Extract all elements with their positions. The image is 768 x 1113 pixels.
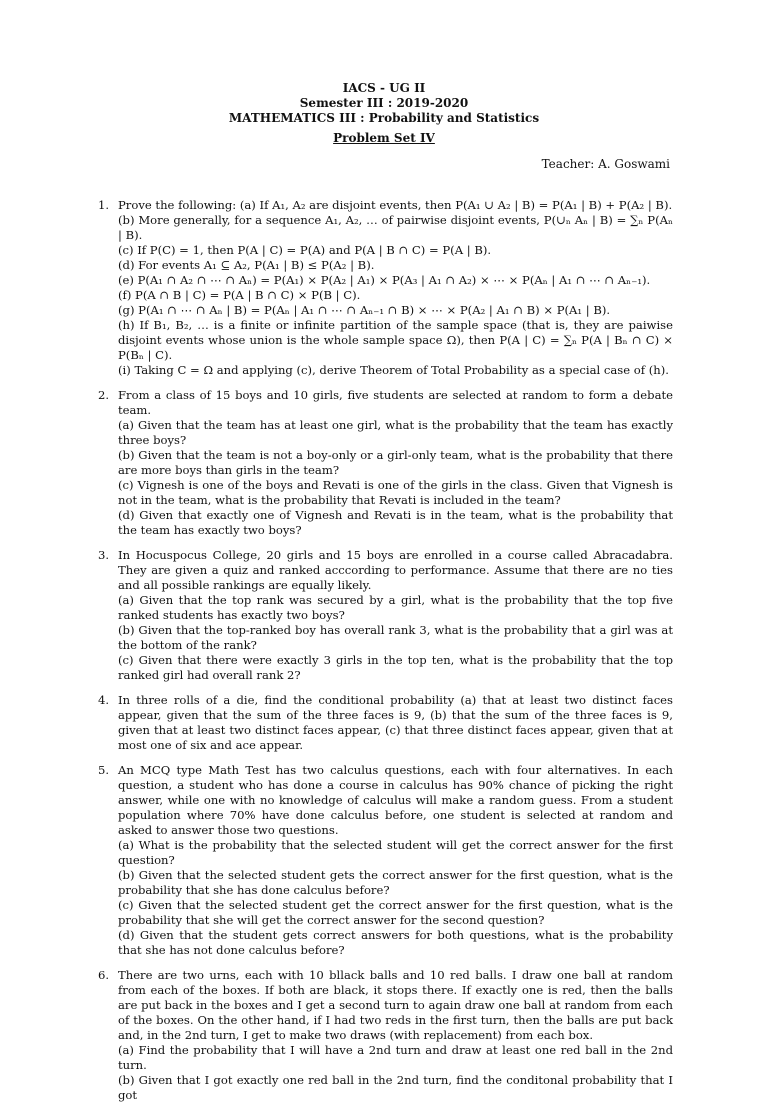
- problem-line: (a) What is the probability that the selected student will get the correct answer for the first question?: [118, 838, 673, 867]
- problem-line: (i) Taking C = Ω and applying (c), derive Theorem of Total Probability as a special case of (h).: [118, 363, 669, 377]
- problem-line: There are two urns, each with 10 bllack balls and 10 red balls. I draw one ball at random from each of the boxes. If both are black, it stops there. If exactly one is red, then the balls are put back in the boxes and I get a second turn to again draw one ball at random from each of the boxes. On the other hand, if I had two reds in the first turn, then the balls are put back and, in the 2nd turn, I get to make two draws (with replacement) from each box.: [118, 968, 673, 1042]
- problem-set-heading: [0, 131, 768, 145]
- problem-item: [98, 693, 673, 753]
- problem-line: (b) Given that I got exactly one red ball in the 2nd turn, find the conditonal probability that I got: [118, 1073, 673, 1102]
- problem-item: [98, 198, 673, 378]
- problem-line: (c) Vignesh is one of the boys and Revati is one of the girls in the class. Given that Vignesh is not in the team, what is the probability that Revati is included in the team?: [118, 478, 673, 507]
- problem-item: [98, 763, 673, 958]
- problem-list: [98, 198, 673, 1113]
- subject-title: MATHEMATICS III : Probability and Statistics: [228, 111, 540, 125]
- semester-title: Semester III : 2019-2020: [299, 96, 469, 110]
- problem-line: (h) If B₁, B₂, … is a finite or infinite partition of the sample space (that is, they are paiwise disjoint events whose union is the whole sample space Ω), then P(A | C) = ∑ₙ P(A | Bₙ ∩ C) × P(Bₙ | C).: [118, 318, 673, 362]
- problem-line: An MCQ type Math Test has two calculus questions, each with four alternatives. In each question, a student who has done a course in calculus has 90% chance of picking the right answer, while one with no knowledge of calculus will make a random guess. From a student population where 70% have done calculus before, one student is selected at random and asked to answer those two questions.: [118, 763, 673, 837]
- problem-line: (a) Find the probability that I will have a 2nd turn and draw at least one red ball in the 2nd turn.: [118, 1043, 673, 1072]
- problem-line: (b) Given that the top-ranked boy has overall rank 3, what is the probability that a girl was at the bottom of the rank?: [118, 623, 673, 652]
- problem-line: (b) Given that the team is not a boy-only or a girl-only team, what is the probability that there are more boys than girls in the team?: [118, 448, 673, 477]
- problem-line: In three rolls of a die, find the conditional probability (a) that at least two distinct faces appear, given that the sum of the three faces is 9, (b) that the sum of the three faces is 9, given that at least two distinct faces appear, (c) that three distinct faces appear, given that at most one of six and ace appear.: [118, 693, 673, 752]
- problem-item: [98, 968, 673, 1103]
- problem-number: 4.: [98, 693, 110, 707]
- problem-line: (b) More generally, for a sequence A₁, A₂, … of pairwise disjoint events, P(∪ₙ Aₙ | B) = ∑ₙ P(Aₙ | B).: [118, 213, 673, 242]
- course-title: IACS - UG II: [342, 81, 426, 95]
- problem-line: (f) P(A ∩ B | C) = P(A | B ∩ C) × P(B | C).: [118, 288, 361, 302]
- problem-number: 6.: [98, 968, 110, 982]
- problem-line: Prove the following: (a) If A₁, A₂ are disjoint events, then P(A₁ ∪ A₂ | B) = P(A₁ | B) + P(A₂ | B).: [118, 198, 673, 212]
- problem-line: (c) Given that there were exactly 3 girls in the top ten, what is the probability that the top ranked girl had overall rank 2?: [118, 653, 673, 682]
- problem-item: [98, 548, 673, 683]
- problem-line: (a) Given that the top rank was secured by a girl, what is the probability that the top five ranked students has exactly two boys?: [118, 593, 673, 622]
- problem-number: 2.: [98, 388, 110, 402]
- problem-number: 3.: [98, 548, 110, 562]
- problem-line: (d) Given that the student gets correct answers for both questions, what is the probability that she has not done calculus before?: [118, 928, 673, 957]
- problem-line: In Hocuspocus College, 20 girls and 15 boys are enrolled in a course called Abracadabra. They are given a quiz and ranked acccording to performance. Assume that there are no ties and all possible rankings are equally likely.: [118, 548, 673, 592]
- problem-line: (a) Given that the team has at least one girl, what is the probability that the team has exactly three boys?: [118, 418, 673, 447]
- problem-line: (g) P(A₁ ∩ ⋯ ∩ Aₙ | B) = P(Aₙ | A₁ ∩ ⋯ ∩ Aₙ₋₁ ∩ B) × ⋯ × P(A₂ | A₁ ∩ B) × P(A₁ | B).: [118, 303, 611, 317]
- problem-number: 5.: [98, 763, 110, 777]
- problem-number: 1.: [98, 198, 110, 212]
- problem-line: (e) P(A₁ ∩ A₂ ∩ ⋯ ∩ Aₙ) = P(A₁) × P(A₂ | A₁) × P(A₃ | A₁ ∩ A₂) × ⋯ × P(Aₙ | A₁ ∩ ⋯ ∩ Aₙ₋₁).: [118, 273, 651, 287]
- problem-line: From a class of 15 boys and 10 girls, five students are selected at random to form a debate team.: [118, 388, 673, 417]
- problem-line: (c) Given that the selected student get the correct answer for the first question, what is the probability that she will get the correct answer for the second question?: [118, 898, 673, 927]
- problem-set-title: Problem Set IV: [333, 131, 435, 145]
- problem-item: [98, 388, 673, 538]
- problem-line: (d) For events A₁ ⊆ A₂, P(A₁ | B) ≤ P(A₂ | B).: [118, 258, 375, 272]
- problem-line: (b) Given that the selected student gets the correct answer for the first question, what is the probability that she has done calculus before?: [118, 868, 673, 897]
- teacher-name: Teacher: A. Goswami: [541, 157, 670, 171]
- problem-line: (d) Given that exactly one of Vignesh and Revati is in the team, what is the probability that the team has exactly two boys?: [118, 508, 673, 537]
- problem-line: (c) If P(C) = 1, then P(A | C) = P(A) and P(A | B ∩ C) = P(A | B).: [118, 243, 492, 257]
